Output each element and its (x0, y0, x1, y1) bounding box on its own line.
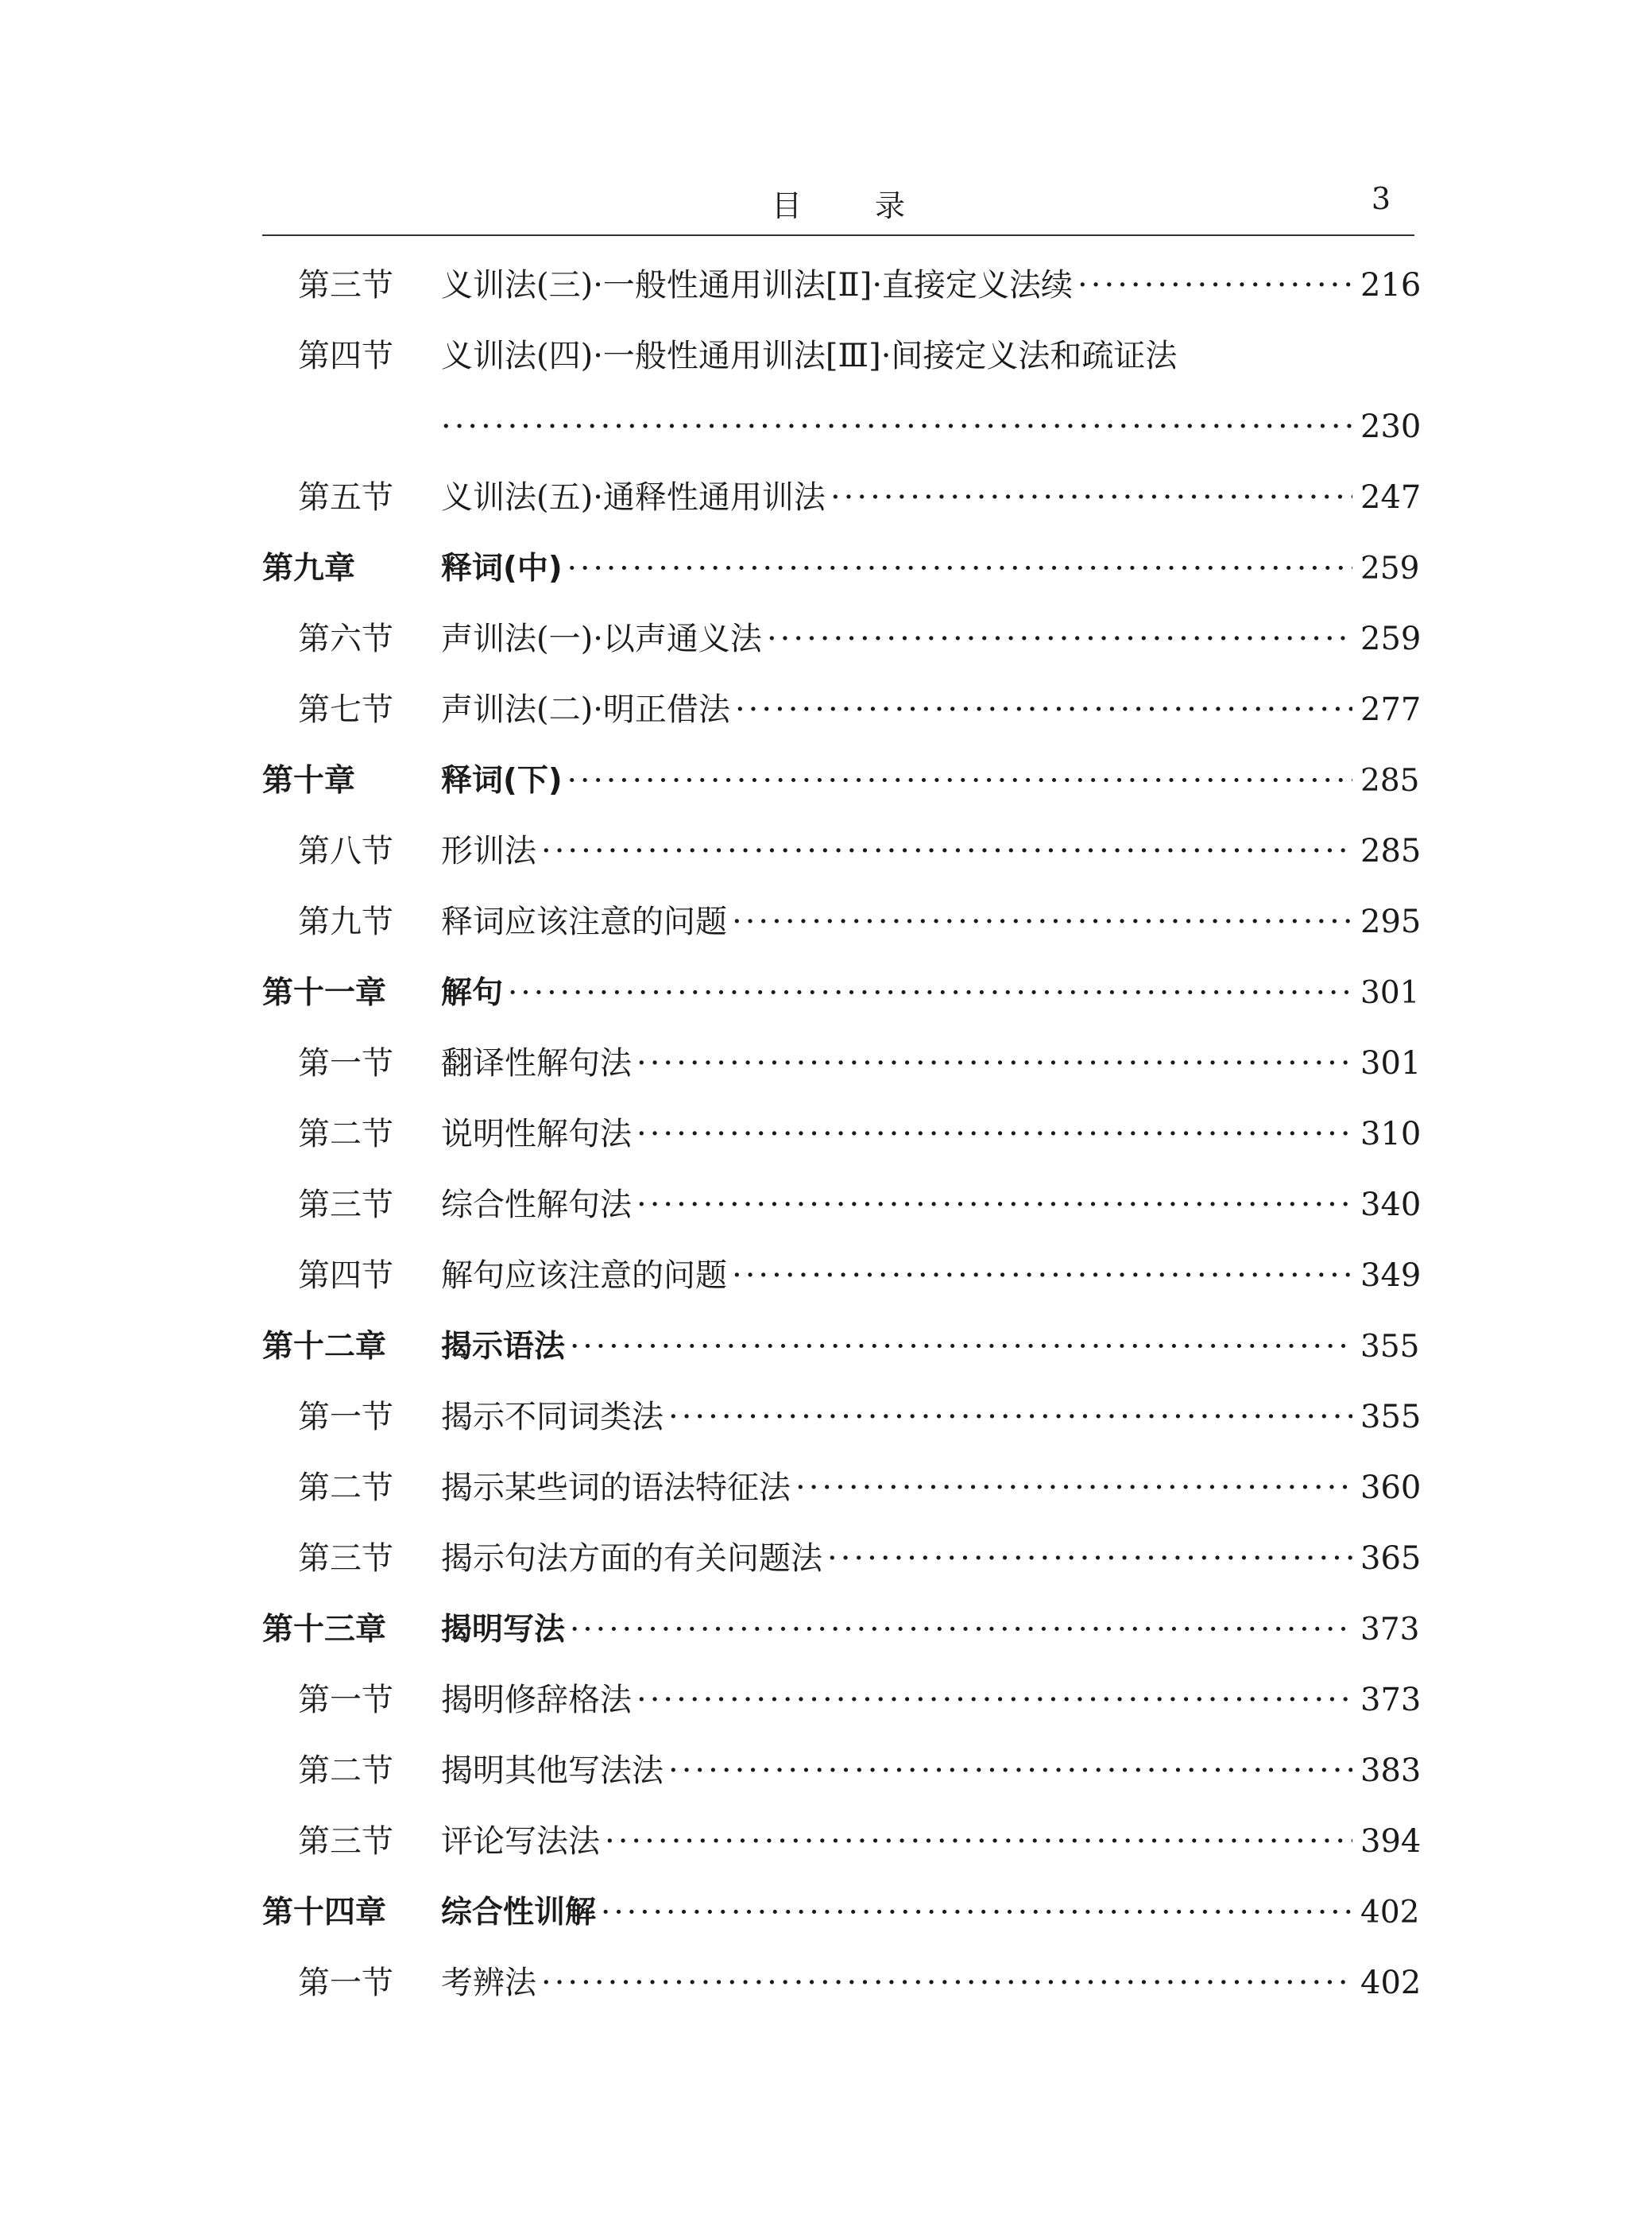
toc-entry-page: 247 (1360, 479, 1422, 516)
toc-entry[interactable] (262, 1241, 1422, 1311)
toc-leader-dots (795, 1453, 1352, 1524)
toc-entry[interactable] (262, 887, 1422, 958)
toc-leader-dots (767, 604, 1352, 675)
toc-entry-number: 第一节 (298, 1965, 393, 2001)
toc-entry-number: 第八节 (298, 833, 393, 869)
toc-entry-title: 声训法(二)·明正借法 (441, 691, 730, 728)
toc-entry-page: 402 (1360, 1965, 1422, 2001)
toc-chapter[interactable] (262, 1594, 1420, 1665)
toc-entry[interactable] (262, 1736, 1422, 1806)
toc-entry[interactable] (262, 604, 1422, 675)
toc-chapter-number: 第九章 (262, 551, 356, 587)
toc-leader-dots (441, 392, 1352, 463)
toc-entry[interactable] (262, 1382, 1422, 1453)
toc-chapter-number: 第十三章 (262, 1612, 387, 1648)
toc-entry-page: 285 (1360, 833, 1422, 869)
toc-entry-number: 第五节 (298, 479, 393, 516)
toc-entry-page: 310 (1360, 1116, 1422, 1152)
toc-entry-page: 373 (1360, 1682, 1422, 1718)
toc-chapter[interactable] (262, 1877, 1420, 1948)
toc-leader-dots (668, 1736, 1352, 1806)
toc-entry[interactable] (262, 250, 1422, 321)
toc-entry-number: 第九节 (298, 904, 393, 940)
toc-chapter-page: 402 (1360, 1895, 1420, 1930)
toc-leader-dots (827, 1524, 1352, 1594)
toc-chapter-page: 259 (1360, 551, 1420, 587)
toc-entry-number: 第三节 (298, 1540, 393, 1577)
toc-entry-page: 355 (1360, 1399, 1422, 1435)
toc-entry-number: 第六节 (298, 621, 393, 657)
toc-chapter-title: 解句 (441, 975, 504, 1011)
toc-leader-dots (570, 1594, 1352, 1665)
table-of-contents (262, 250, 1422, 2019)
toc-entry-title: 声训法(一)·以声通义法 (441, 621, 762, 657)
toc-chapter-title: 综合性训解 (441, 1895, 597, 1930)
toc-entry[interactable] (262, 675, 1422, 745)
toc-entry-number: 第三节 (298, 267, 393, 304)
toc-leader-dots (668, 1382, 1352, 1453)
toc-entry[interactable] (262, 1028, 1422, 1099)
toc-entry-title: 义训法(五)·通释性通用训法 (441, 479, 826, 516)
toc-entry-number: 第二节 (298, 1470, 393, 1506)
toc-leader-dots (541, 816, 1352, 887)
toc-leader-dots (830, 463, 1352, 533)
toc-entry-continuation[interactable] (262, 392, 1422, 463)
toc-entry-number: 第一节 (298, 1399, 393, 1435)
toc-entry-title: 考辨法 (441, 1965, 536, 2001)
toc-chapter-page: 285 (1360, 763, 1420, 799)
toc-entry-page: 301 (1360, 1045, 1422, 1082)
toc-entry-title: 义训法(四)·一般性通用训法[Ⅲ]·间接定义法和疏证法 (441, 338, 1178, 374)
toc-entry-title: 说明性解句法 (441, 1116, 632, 1152)
toc-chapter[interactable] (262, 745, 1420, 816)
toc-entry-page: 365 (1360, 1540, 1422, 1577)
toc-chapter-title: 释词(下) (441, 763, 563, 799)
toc-entry-number: 第二节 (298, 1116, 393, 1152)
page-header (262, 171, 1414, 236)
toc-entry-title: 评论写法法 (441, 1823, 600, 1860)
toc-entry-page: 340 (1360, 1187, 1422, 1223)
toc-leader-dots (605, 1806, 1352, 1877)
toc-entry-page: 383 (1360, 1752, 1422, 1789)
toc-entry-page: 394 (1360, 1823, 1422, 1860)
toc-entry[interactable] (262, 1806, 1422, 1877)
toc-leader-dots (732, 1241, 1352, 1311)
toc-chapter[interactable] (262, 533, 1420, 604)
toc-chapter-number: 第十一章 (262, 975, 387, 1011)
toc-leader-dots (508, 958, 1352, 1028)
toc-entry-page: 360 (1360, 1470, 1422, 1506)
toc-entry[interactable] (262, 1665, 1422, 1736)
toc-entry-page: 259 (1360, 621, 1422, 657)
toc-entry-title: 形训法 (441, 833, 536, 869)
toc-entry-title: 揭示不同词类法 (441, 1399, 664, 1435)
toc-entry-page: 295 (1360, 904, 1422, 940)
toc-entry-title: 综合性解句法 (441, 1187, 632, 1223)
toc-entry[interactable] (262, 463, 1422, 533)
toc-entry-number: 第四节 (298, 1257, 393, 1294)
toc-entry-page: 277 (1360, 691, 1422, 728)
toc-leader-dots (636, 1665, 1352, 1736)
toc-leader-dots (1077, 250, 1352, 321)
toc-leader-dots (601, 1877, 1352, 1948)
toc-entry-number: 第一节 (298, 1045, 393, 1082)
toc-entry-number: 第三节 (298, 1823, 393, 1860)
toc-chapter-title: 释词(中) (441, 551, 563, 587)
toc-entry[interactable] (262, 1099, 1422, 1170)
toc-leader-dots (636, 1099, 1352, 1170)
toc-entry-page: 216 (1360, 267, 1422, 304)
toc-chapter[interactable] (262, 1311, 1420, 1382)
toc-entry-title: 揭示某些词的语法特征法 (441, 1470, 791, 1506)
toc-entry-number: 第一节 (298, 1682, 393, 1718)
toc-entry-title: 解句应该注意的问题 (441, 1257, 727, 1294)
toc-chapter-number: 第十二章 (262, 1329, 387, 1365)
toc-entry-title: 释词应该注意的问题 (441, 904, 727, 940)
toc-chapter-page: 373 (1360, 1612, 1420, 1648)
toc-chapter-title: 揭明写法 (441, 1612, 566, 1648)
toc-entry[interactable] (262, 816, 1422, 887)
toc-chapter-number: 第十四章 (262, 1895, 387, 1930)
toc-chapter-title: 揭示语法 (441, 1329, 566, 1365)
toc-chapter-number: 第十章 (262, 763, 356, 799)
toc-entry-title: 翻译性解句法 (441, 1045, 632, 1082)
toc-entry[interactable] (262, 321, 1414, 392)
toc-entry-title: 揭示句法方面的有关问题法 (441, 1540, 822, 1577)
toc-entry-number: 第二节 (298, 1752, 393, 1789)
toc-chapter-page: 301 (1360, 975, 1420, 1011)
toc-entry-title: 揭明其他写法法 (441, 1752, 664, 1789)
toc-entry-page: 230 (1360, 409, 1422, 445)
toc-leader-dots (636, 1170, 1352, 1241)
toc-entry[interactable] (262, 1453, 1422, 1524)
toc-leader-dots (636, 1028, 1352, 1099)
toc-entry-title: 揭明修辞格法 (441, 1682, 632, 1718)
toc-entry-page: 349 (1360, 1257, 1422, 1294)
toc-chapter-page: 355 (1360, 1329, 1420, 1365)
toc-leader-dots (541, 1948, 1352, 2019)
toc-entry[interactable] (262, 1524, 1422, 1594)
toc-leader-dots (735, 675, 1352, 745)
toc-leader-dots (567, 533, 1352, 604)
toc-entry-title: 义训法(三)·一般性通用训法[Ⅱ]·直接定义法续 (441, 267, 1074, 304)
header-title: 目 录 (771, 188, 938, 223)
toc-leader-dots (732, 887, 1352, 958)
toc-entry-number: 第三节 (298, 1187, 393, 1223)
toc-chapter[interactable] (262, 958, 1420, 1028)
toc-leader-dots (570, 1311, 1352, 1382)
toc-entry-number: 第四节 (298, 338, 393, 374)
page-number: 3 (1371, 181, 1391, 216)
toc-entry[interactable] (262, 1170, 1422, 1241)
toc-entry-number: 第七节 (298, 691, 393, 728)
toc-entry[interactable] (262, 1948, 1422, 2019)
toc-leader-dots (567, 745, 1352, 816)
